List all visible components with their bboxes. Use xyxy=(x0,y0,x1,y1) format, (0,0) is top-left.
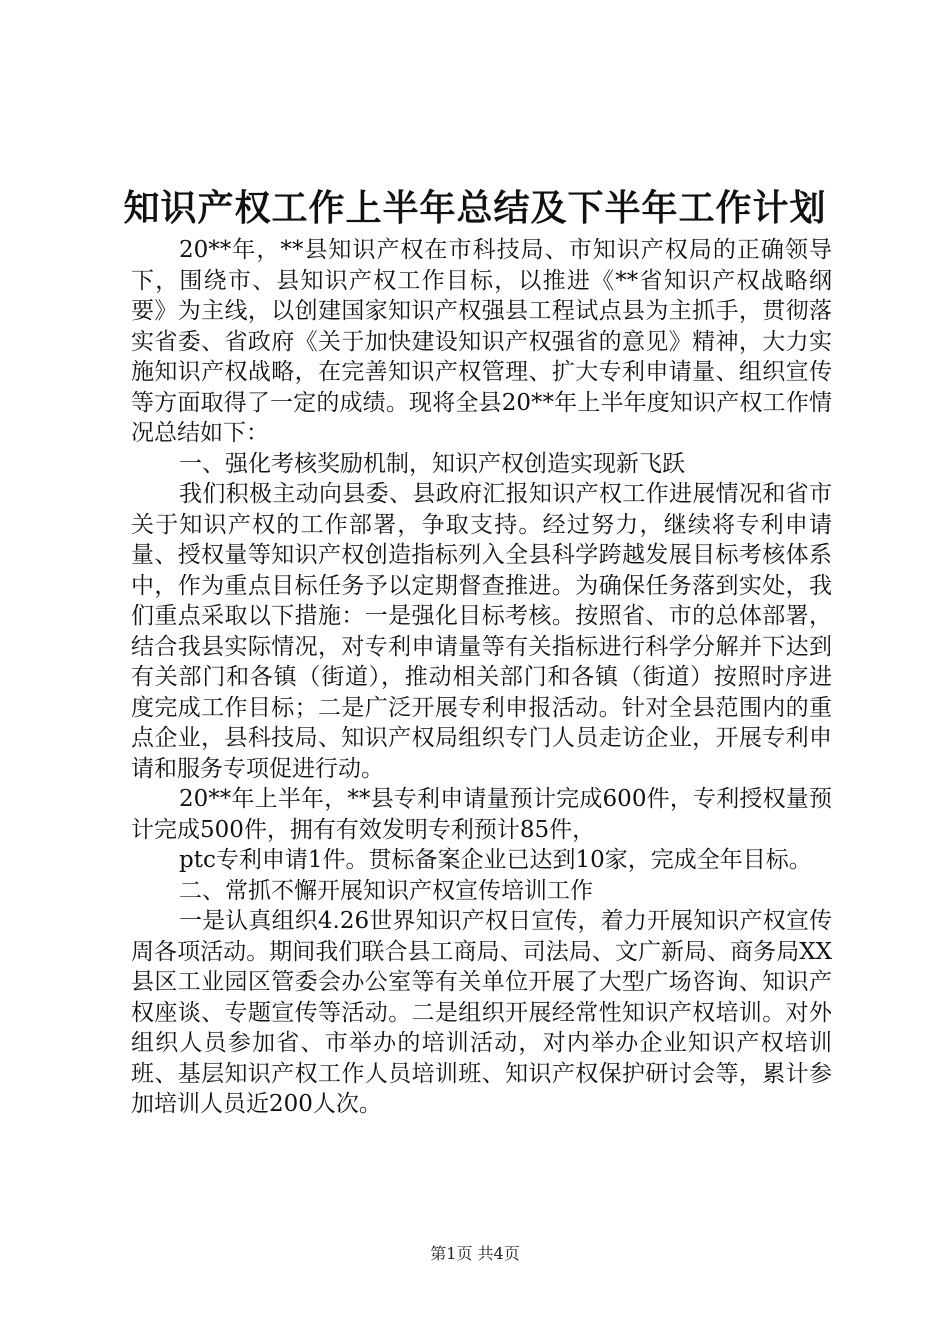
document-body xyxy=(131,235,832,1120)
paragraph-patent-stats: 20**年上半年，**县专利申请量预计完成600件，专利授权量预计完成500件，拥有有效发明专利预计85件， xyxy=(131,786,832,843)
paragraph-section-2: 一是认真组织4.26世界知识产权日宣传，着力开展知识产权宣传周各项活动。期间我们联合县工商局、司法局、文广新局、商务局XX县区工业园区管委会办公室等有关单位开展了大型广场咨询、知识产权座谈、专题宣传等活动。二是组织开展经常性知识产权培训。对外组织人员参加省、市举办的培训活动，对内举办企业知识产权培训班、基层知识产权工作人员培训班、知识产权保护研讨会等，累计参加培训人员近200人次。 xyxy=(131,908,832,1117)
paragraph-section-1: 我们积极主动向县委、县政府汇报知识产权工作进展情况和省市关于知识产权的工作部署，争取支持。经过努力，继续将专利申请量、授权量等知识产权创造指标列入全县科学跨越发展目标考核体系中，作为重点目标任务予以定期督查推进。为确保任务落到实处，我们重点采取以下措施：一是强化目标考核。按照省、市的总体部署，结合我县实际情况，对专利申请量等有关指标进行科学分解并下达到有关部门和各镇（街道），推动相关部门和各镇（街道）按照时序进度完成工作目标；二是广泛开展专利申报活动。针对全县范围内的重点企业，县科技局、知识产权局组织专门人员走访企业，开展专利申请和服务专项促进行动。 xyxy=(131,481,832,782)
section-heading-1: 一、强化考核奖励机制，知识产权创造实现新飞跃 xyxy=(179,450,685,477)
page-footer: 第1页 共4页 xyxy=(430,1244,520,1263)
document-title: 知识产权工作上半年总结及下半年工作计划 xyxy=(123,187,827,229)
paragraph-ptc: ptc专利申请1件。贯标备案企业已达到10家，完成全年目标。 xyxy=(179,847,812,873)
paragraph-intro: 20**年，**县知识产权在市科技局、市知识产权局的正确领导下，围绕市、县知识产权工作目标，以推进《**省知识产权战略纲要》为主线，以创建国家知识产权强县工程试点县为主抓手，贯彻落实省委、省政府《关于加快建设知识产权强省的意见》精神，大力实施知识产权战略，在完善知识产权管理、扩大专利申请量、组织宣传等方面取得了一定的成绩。现将全县20**年上半年度知识产权工作情况总结如下： xyxy=(131,237,832,446)
section-heading-2: 二、常抓不懈开展知识产权宣传培训工作 xyxy=(179,877,593,904)
